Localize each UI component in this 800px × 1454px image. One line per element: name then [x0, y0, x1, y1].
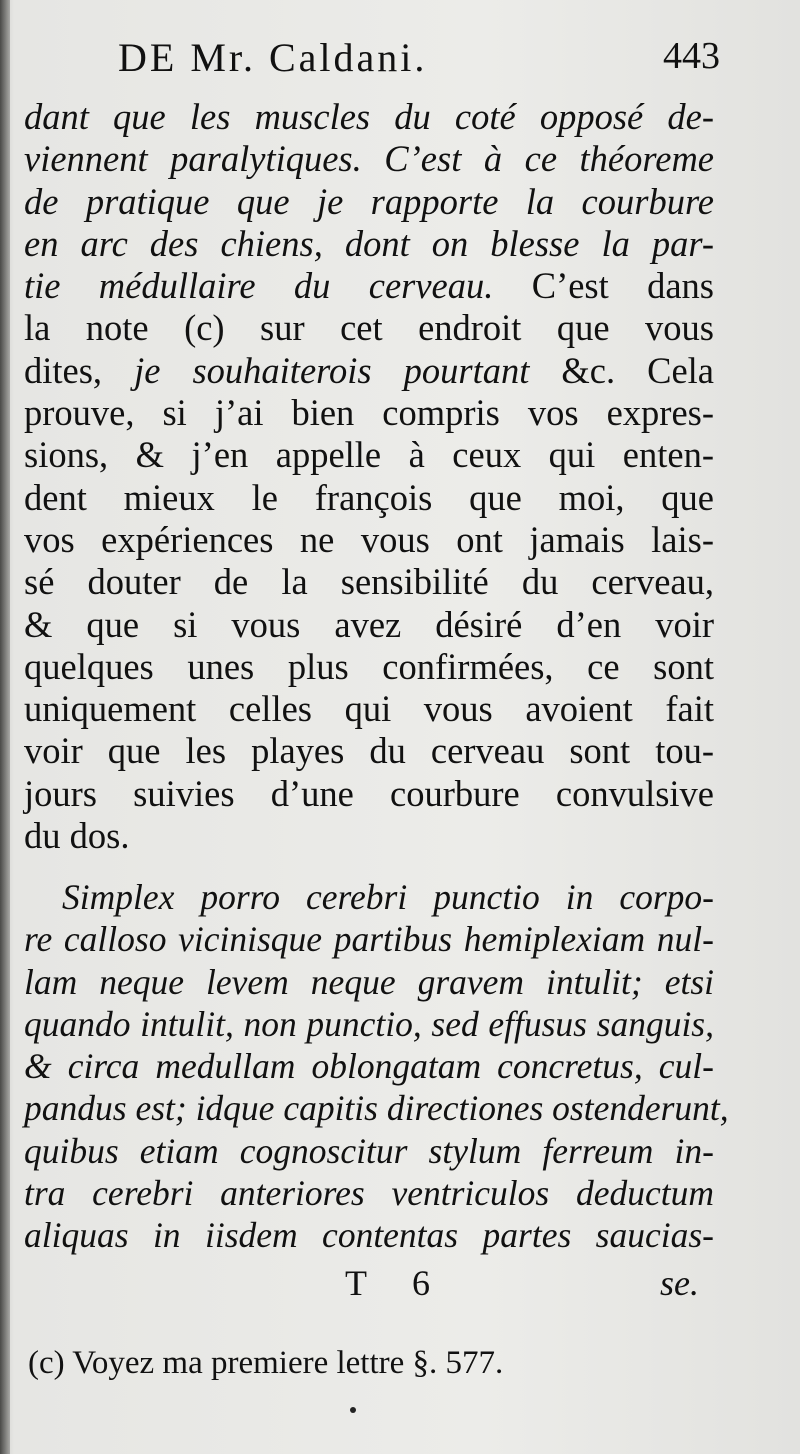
paragraph-french [24, 96, 714, 857]
text-roman-segment: &c. Cela [529, 349, 715, 391]
signature-mark: T [345, 1263, 367, 1303]
text-line: aliquas in iisdem contentas partes saucias- [24, 1215, 714, 1256]
page-number: 443 [663, 35, 720, 77]
text-line: pandus est; idque capitis directiones ostenderunt, [24, 1088, 729, 1129]
text-line: en arc des chiens, dont on blesse la par- [24, 222, 714, 264]
text-line: de pratique que je rapporte la courbure [24, 180, 714, 222]
text-line: quibus etiam cognoscitur stylum ferreum in- [24, 1130, 714, 1171]
text-roman-segment: C’est dans [493, 265, 714, 307]
text-line: lam neque levem neque gravem intulit; etsi [24, 961, 714, 1002]
page-header [118, 34, 720, 104]
text-line: dant que les muscles du coté opposé de- [24, 96, 714, 137]
text-line: prouve, si j’ai bien compris vos expres- [24, 392, 714, 434]
paragraph-latin-quote [24, 876, 729, 1257]
text-line: vos expériences ne vous ont jamais lais- [24, 518, 714, 560]
text-line: & que si vous avez désiré d’en voir [24, 603, 714, 645]
text-line: du dos. [24, 815, 130, 857]
text-line: voir que les playes du cerveau sont tou- [24, 730, 714, 772]
text-line: sé douter de la sensibilité du cerveau, [24, 561, 714, 603]
text-line [24, 350, 714, 392]
running-head: DE Mr. Caldani. [118, 35, 428, 80]
text-line: Simplex porro cerebri punctio in corpo- [62, 877, 714, 917]
text-line: re calloso vicinisque partibus hemiplexiam nul- [24, 919, 714, 960]
signature-number: 6 [412, 1263, 430, 1303]
text-italic-segment: je souhaiterois pourtant [134, 349, 530, 391]
text-line: la note (c) sur cet endroit que vous [24, 307, 714, 349]
text-roman-segment: dites, [24, 349, 135, 391]
text-line: sions, & j’en appelle à ceux qui enten- [24, 434, 714, 476]
text-line: dent mieux le françois que moi, que [24, 476, 714, 518]
text-line [24, 265, 714, 307]
text-line: quelques unes plus confirmées, ce sont [24, 645, 714, 687]
text-line: uniquement celles qui vous avoient fait [24, 688, 714, 730]
text-line: quando intulit, non punctio, sed effusus sanguis, [24, 1003, 714, 1044]
text-line: viennent paralytiques. C’est à ce théoreme [24, 138, 714, 180]
footnote: (c) Voyez ma premiere lettre §. 577. [28, 1345, 504, 1381]
ink-speck [350, 1407, 356, 1413]
text-line: jours suivies d’une courbure convulsive [24, 772, 714, 814]
catchword: se. [660, 1263, 699, 1303]
text-line: & circa medullam oblongatam concretus, cul- [24, 1046, 714, 1087]
text-line: tra cerebri anteriores ventriculos deductum [24, 1173, 714, 1214]
text-italic-segment: tie médullaire du cerveau. [24, 265, 494, 307]
signature-line [0, 1262, 800, 1306]
book-spine-shadow [0, 0, 10, 1454]
